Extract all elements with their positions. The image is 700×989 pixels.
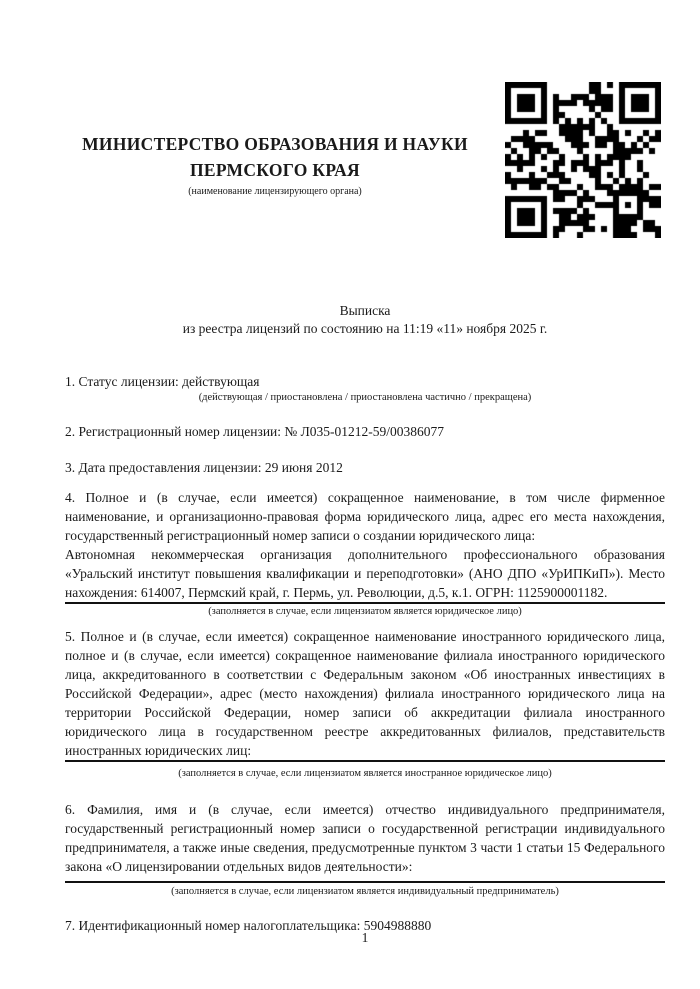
license-status-options-caption: (действующая / приостановлена / приостановлена частично / прекращена) (198, 392, 532, 403)
licensing-authority-header (60, 131, 490, 198)
document-title: Выписка (339, 303, 391, 318)
document-subtitle: из реестра лицензий по состоянию на 11:19 «11» ноября 2025 г. (182, 321, 548, 336)
entrepreneur-label: 6. Фамилия, имя и (в случае, если имеется) отчество индивидуального предпринимателя, государственный регистрационный номер записи о государственной регистрации индивидуального предпринимателя, а также иные сведения, предусмотренные пунктом 3 части 1 статьи 15 Федерального закона «О лицензировании отдельных видов деятельности»: (65, 802, 665, 874)
foreign-entity-label: 5. Полное и (в случае, если имеется) сокращенное наименование иностранного юридического лица, полное и (в случае, если имеется) сокращенное наименование филиала иностранного юридического лица, аккредитованного в соответствии с Федеральным законом «Об иностранных инвестициях в Российской Федерации», адрес (место нахождения) филиала иностранного юридического лица на территории Российской Федерации, номер записи об аккредитации филиала иностранного юридического лица в государственном реестре аккредитованных филиалов, представительств иностранных юридических лиц: (65, 629, 665, 758)
taxpayer-number-line: 7. Идентификационный номер налогоплательщика: 5904988880 (65, 918, 432, 933)
foreign-entity-caption: (заполняется в случае, если лицензиатом является иностранное юридическое лицо) (178, 768, 552, 779)
registration-number-line: 2. Регистрационный номер лицензии: № Л035-01212-59/00386077 (65, 424, 445, 439)
license-status-line: 1. Статус лицензии: действующая (65, 374, 260, 389)
separator-line-item6 (65, 881, 665, 883)
legal-entity-value: Автономная некоммерческая организация дополнительного профессионального образования «Уральский институт повышения квалификации и переподготовки» (АНО ДПО «УрИПКиП»). Место нахождения: 614007, Пермский край, г. Пермь, ул. Революции, д.5, к.1. ОГРН: 1125900001182. (65, 547, 665, 600)
qr-code-icon (505, 82, 661, 238)
ministry-name-line2: ПЕРМСКОГО КРАЯ (190, 160, 360, 180)
legal-entity-label: 4. Полное и (в случае, если имеется) сокращенное наименование, в том числе фирменное наименование, и организационно-правовая форма юридического лица, адрес его места нахождения, государственный регистрационный номер записи о создании юридического лица: (65, 490, 665, 543)
ministry-caption: (наименование лицензирующего органа) (188, 186, 362, 197)
document-title-block (65, 302, 665, 338)
ministry-name-line1: МИНИСТЕРСТВО ОБРАЗОВАНИЯ И НАУКИ (82, 134, 468, 154)
separator-line-item4 (65, 602, 665, 604)
document-body (65, 372, 665, 935)
legal-entity-caption: (заполняется в случае, если лицензиатом является юридическое лицо) (208, 606, 522, 617)
grant-date-line: 3. Дата предоставления лицензии: 29 июня 2012 (65, 460, 343, 475)
entrepreneur-caption: (заполняется в случае, если лицензиатом является индивидуальный предприниматель) (171, 886, 559, 897)
separator-line-item5 (65, 760, 665, 762)
page-number: 1 (361, 930, 369, 945)
